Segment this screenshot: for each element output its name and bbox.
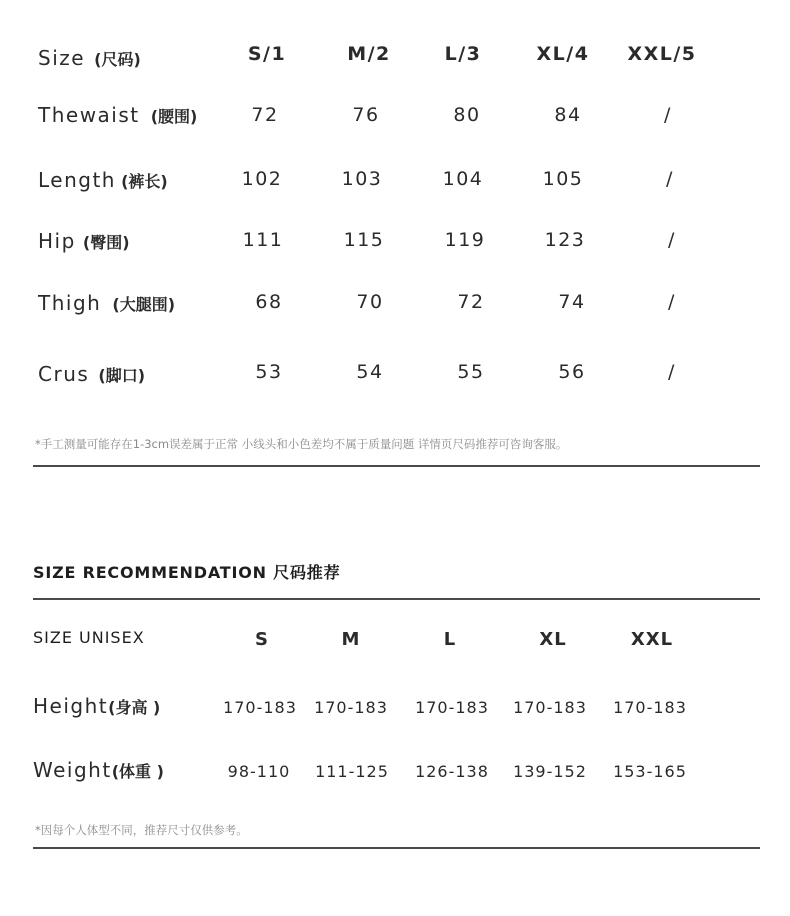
table-cell: 115 (343, 229, 385, 251)
table-cell: 170-183 (314, 698, 388, 717)
table-cell: 170-183 (223, 698, 297, 717)
table-cell: 105 (542, 168, 584, 190)
row-label (38, 168, 168, 192)
row-label (33, 758, 164, 782)
row-label-en: Thigh (38, 291, 102, 315)
table-cell: 102 (241, 168, 283, 190)
row-label (38, 362, 145, 386)
table-cell: 104 (442, 168, 484, 190)
table-cell: 72 (457, 291, 485, 313)
table-cell: / (664, 104, 672, 126)
size-label-en: Size (38, 46, 86, 70)
row-label-en: Hip (38, 229, 76, 253)
table-cell: 80 (453, 104, 481, 126)
section-title: SIZE RECOMMENDATION 尺码推荐 (33, 563, 341, 582)
table-cell: 53 (255, 361, 283, 383)
row-label-cn: (脚口) (98, 366, 146, 385)
divider (33, 465, 760, 467)
row-label-cn: (腰围) (150, 107, 198, 126)
row-label-cn: (大腿围) (112, 295, 176, 314)
row-label-cn: (裤长) (121, 172, 168, 191)
size-col-header: XXL (630, 629, 674, 650)
row-label-en: Thewaist (38, 103, 140, 127)
row-label-en: Length (38, 168, 116, 192)
recommendation-note: *因每个人体型不同，推荐尺寸仅供参考。 (35, 823, 248, 837)
row-label-cn: (身高 ) (108, 698, 161, 717)
table-cell: 123 (544, 229, 586, 251)
size-label-cn: (尺码) (94, 50, 141, 69)
size-col-header: S/1 (247, 43, 287, 65)
table-cell: 153-165 (613, 762, 687, 781)
row-label (38, 103, 197, 127)
row-label (38, 291, 175, 315)
table-cell: 111-125 (315, 762, 389, 781)
divider (33, 598, 760, 600)
row-label-en: Height (33, 694, 109, 718)
table-cell: 170-183 (513, 698, 587, 717)
table-cell: 126-138 (415, 762, 489, 781)
divider (33, 847, 760, 849)
row-label (33, 694, 160, 718)
table-cell: 98-110 (227, 762, 291, 781)
row-label-en: Weight (33, 758, 112, 782)
size-header-label (38, 46, 141, 70)
table-cell: 70 (356, 291, 384, 313)
size-col-header: XL/4 (536, 43, 590, 65)
size-col-header: L (443, 629, 457, 650)
row-label (38, 229, 130, 253)
unisex-header-label: SIZE UNISEX (33, 628, 145, 647)
table-cell: 103 (341, 168, 383, 190)
row-label-en: Crus (38, 362, 90, 386)
table-cell: / (668, 361, 676, 383)
table-cell: 72 (251, 104, 279, 126)
table-cell: 111 (242, 229, 284, 251)
table-cell: 84 (554, 104, 582, 126)
table-cell: 56 (558, 361, 586, 383)
table-cell: / (668, 291, 676, 313)
table-cell: 170-183 (613, 698, 687, 717)
size-col-header: M/2 (347, 43, 391, 65)
table-cell: 54 (356, 361, 384, 383)
table-cell: 55 (457, 361, 485, 383)
table-cell: 119 (444, 229, 486, 251)
size-col-header: M (341, 629, 361, 650)
table-cell: 74 (558, 291, 586, 313)
table-cell: / (666, 168, 674, 190)
table-cell: / (668, 229, 676, 251)
table-cell: 139-152 (513, 762, 587, 781)
measurement-note: *手工测量可能存在1-3cm误差属于正常 小线头和小色差均不属于质量问题 详情页尺码推荐可咨询客服。 (35, 437, 568, 451)
row-label-cn: (臀围) (82, 233, 130, 252)
size-col-header: XL (539, 629, 567, 650)
table-cell: 68 (255, 291, 283, 313)
size-col-header: S (255, 629, 269, 650)
size-col-header: L/3 (444, 43, 482, 65)
table-cell: 170-183 (415, 698, 489, 717)
size-col-header: XXL/5 (627, 43, 697, 65)
table-cell: 76 (352, 104, 380, 126)
row-label-cn: (体重 ) (111, 762, 164, 781)
